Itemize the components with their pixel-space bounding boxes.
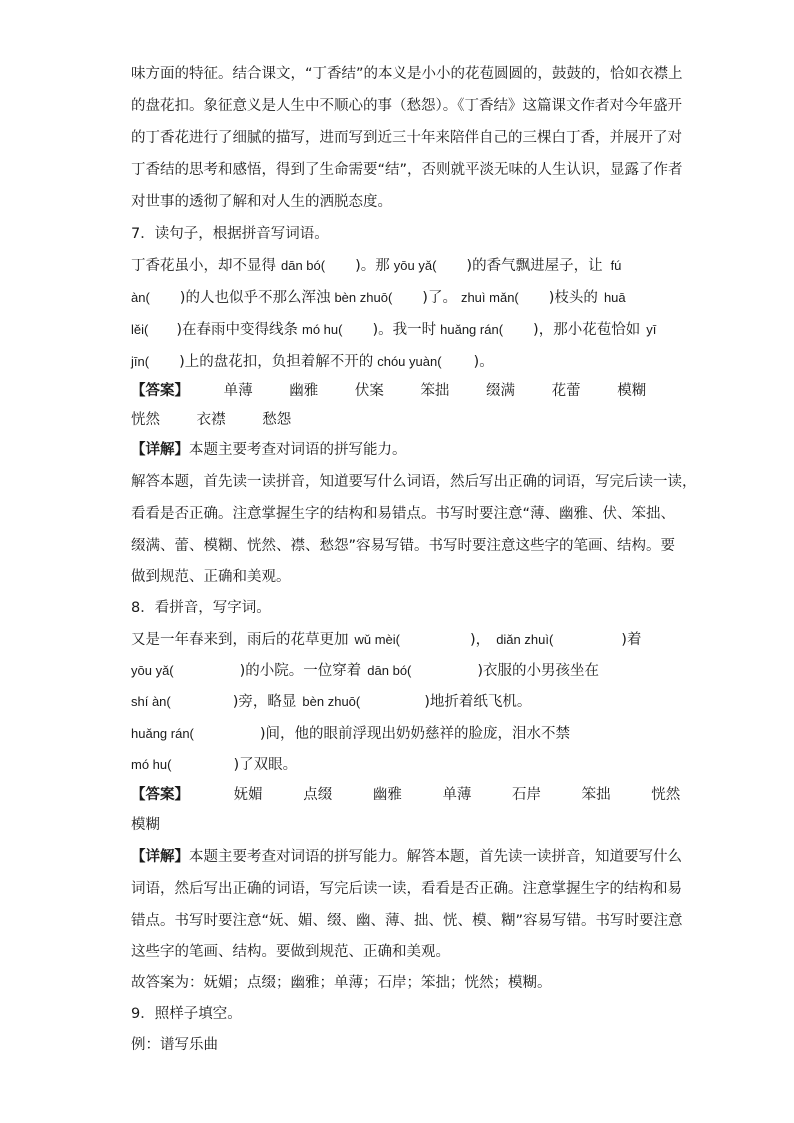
answer-word: 缀满 (486, 383, 516, 399)
pinyin: bèn zhuō( (334, 290, 393, 305)
pinyin: huǎng rán( (131, 726, 194, 741)
text: 又是一年春来到，雨后的花草更加 (131, 632, 349, 648)
q7-detail-line-5: 做到规范、正确和美观。 (131, 569, 291, 585)
text: )。我一时 (372, 322, 437, 338)
answer-word: 笨拙 (420, 383, 450, 399)
answer-word: 笨拙 (581, 787, 611, 803)
answer-word: 石岸 (512, 787, 542, 803)
text: )了。 (422, 290, 457, 306)
passage-line-1: 味方面的特征。结合课文，“丁香结”的本义是小小的花苞圆圆的，鼓鼓的，恰如衣襟上 (131, 66, 683, 82)
passage-line-2: 的盘花扣。象征意义是人生中不顺心的事（愁怨）。《丁香结》这篇课文作者对今年盛开 (131, 98, 682, 114)
q8-detail-line-1 (131, 847, 682, 867)
pinyin: shí àn( (131, 694, 171, 709)
q8-sentence-line-1 (131, 630, 641, 650)
answer-word: 恍然 (651, 787, 681, 803)
q8-sentence-line-4 (131, 724, 570, 744)
pinyin: bèn zhuō( (302, 694, 361, 709)
pinyin: fú (610, 258, 622, 273)
answer-word: 花蕾 (551, 383, 581, 399)
answer-word: 恍然 (131, 412, 160, 428)
q7-sentence-line-1 (131, 256, 621, 276)
answer-word: 点缀 (303, 787, 333, 803)
answer-word: 伏案 (354, 383, 384, 399)
text: )。那 (355, 258, 390, 274)
answer-label: 【答案】 (131, 383, 189, 399)
text: )了双眼。 (233, 757, 298, 773)
q8-sentence-line-2 (131, 661, 599, 681)
pinyin: dān bó( (281, 258, 326, 273)
pinyin: diǎn zhuì( (496, 632, 554, 647)
q9-example: 例：谱写乐曲 (131, 1037, 218, 1053)
text: )枝头的 (548, 290, 598, 306)
pinyin: yī (646, 322, 657, 337)
q8-detail-line-2: 词语，然后写出正确的词语，写完后读一读，看看是否正确。注意掌握生字的结构和易 (131, 881, 682, 897)
answer-word: 衣襟 (196, 412, 226, 428)
passage-line-3: 的丁香花进行了细腻的描写，进而写到近三十年来陪伴自己的三棵白丁香，并展开了对 (131, 130, 682, 146)
pinyin: zhuì mǎn( (460, 290, 519, 305)
pinyin: àn( (131, 290, 150, 305)
passage-line-4: 丁香结的思考和感悟，得到了生命需要“结”，否则就平淡无味的人生认识，显露了作者 (131, 162, 683, 178)
q7-detail-line-2: 解答本题，首先读一读拼音，知道要写什么词语，然后写出正确的词语，写完后读一读， (131, 474, 697, 490)
q8-answer-line-2 (131, 815, 160, 835)
pinyin: lěi( (131, 322, 149, 337)
text: )地折着纸飞机。 (424, 694, 532, 710)
pinyin: jīn( (131, 354, 150, 369)
text: )衣服的小男孩坐在 (477, 663, 600, 679)
q8-final-answer: 故答案为：妩媚；点缀；幽雅；单薄；石岸；笨拙；恍然；模糊。 (131, 975, 552, 991)
text: )上的盘花扣，负担着解不开的 (179, 354, 374, 370)
pinyin: yōu yǎ( (131, 663, 174, 678)
answer-word: 单薄 (442, 787, 472, 803)
q7-detail-line-1 (131, 440, 407, 460)
answer-word: 幽雅 (372, 787, 402, 803)
detail-label: 【详解】 (131, 849, 189, 865)
pinyin: wǔ mèi( (354, 632, 401, 647)
text: )在春雨中变得线条 (176, 322, 298, 338)
q8-detail-line-4: 这些字的笔画、结构。要做到规范、正确和美观。 (131, 944, 450, 960)
pinyin: yōu yǎ( (393, 258, 437, 273)
q8-sentence-line-5 (131, 755, 297, 775)
answer-word: 愁怨 (262, 412, 292, 428)
answer-label: 【答案】 (131, 787, 189, 803)
detail-label: 【详解】 (131, 442, 189, 458)
text: )， (470, 632, 491, 648)
answer-word: 妩媚 (233, 787, 263, 803)
q8-detail-line-3: 错点。书写时要注意“妩、媚、缀、幽、薄、拙、恍、模、糊”容易写错。书写时要注意 (131, 913, 683, 929)
pinyin: huā (603, 290, 626, 305)
answer-word: 幽雅 (289, 383, 319, 399)
text: )的人也似乎不那么浑浊 (179, 290, 331, 306)
q7-title: 7．读句子，根据拼音写词语。 (131, 226, 329, 242)
q8-answer-line-1 (131, 785, 680, 805)
detail-text: 本题主要考查对词语的拼写能力。 (189, 442, 407, 458)
text: )，那小花苞恰如 (533, 322, 641, 338)
q7-detail-line-3: 看看是否正确。注意掌握生字的结构和易错点。书写时要注意“薄、幽雅、伏、笨拙、 (131, 506, 676, 522)
pinyin: mó hu( (131, 757, 172, 772)
text: )旁，略显 (232, 694, 297, 710)
q7-answer-line-1 (131, 381, 646, 401)
text: )着 (621, 632, 642, 648)
text: )的香气飘进屋子，让 (466, 258, 603, 274)
text: )。 (473, 354, 494, 370)
answer-word: 模糊 (131, 817, 160, 833)
text: 丁香花虽小，却不显得 (131, 258, 276, 274)
q7-answer-line-2 (131, 410, 291, 430)
answer-word: 单薄 (223, 383, 253, 399)
pinyin: dān bó( (367, 663, 412, 678)
text: )间，他的眼前浮现出奶奶慈祥的脸庞，泪水不禁 (259, 726, 571, 742)
q7-sentence-line-3 (131, 320, 656, 340)
q7-detail-line-4: 缀满、蕾、模糊、恍然、襟、愁怨”容易写错。书写时要注意这些字的笔画、结构。要 (131, 538, 676, 554)
q7-sentence-line-2 (131, 288, 626, 308)
q8-title: 8．看拼音，写字词。 (131, 600, 271, 616)
q8-sentence-line-3 (131, 692, 531, 712)
pinyin: huǎng rán( (440, 322, 504, 337)
detail-text: 本题主要考查对词语的拼写能力。解答本题，首先读一读拼音，知道要写什么 (189, 849, 682, 865)
pinyin: mó hu( (302, 322, 343, 337)
q7-sentence-line-4 (131, 352, 494, 372)
passage-line-5: 对世事的透彻了解和对人生的洒脱态度。 (131, 194, 392, 210)
text: )的小院。一位穿着 (239, 663, 362, 679)
pinyin: chóu yuàn( (377, 354, 442, 369)
answer-word: 模糊 (617, 383, 647, 399)
q9-title: 9．照样子填空。 (131, 1006, 242, 1022)
